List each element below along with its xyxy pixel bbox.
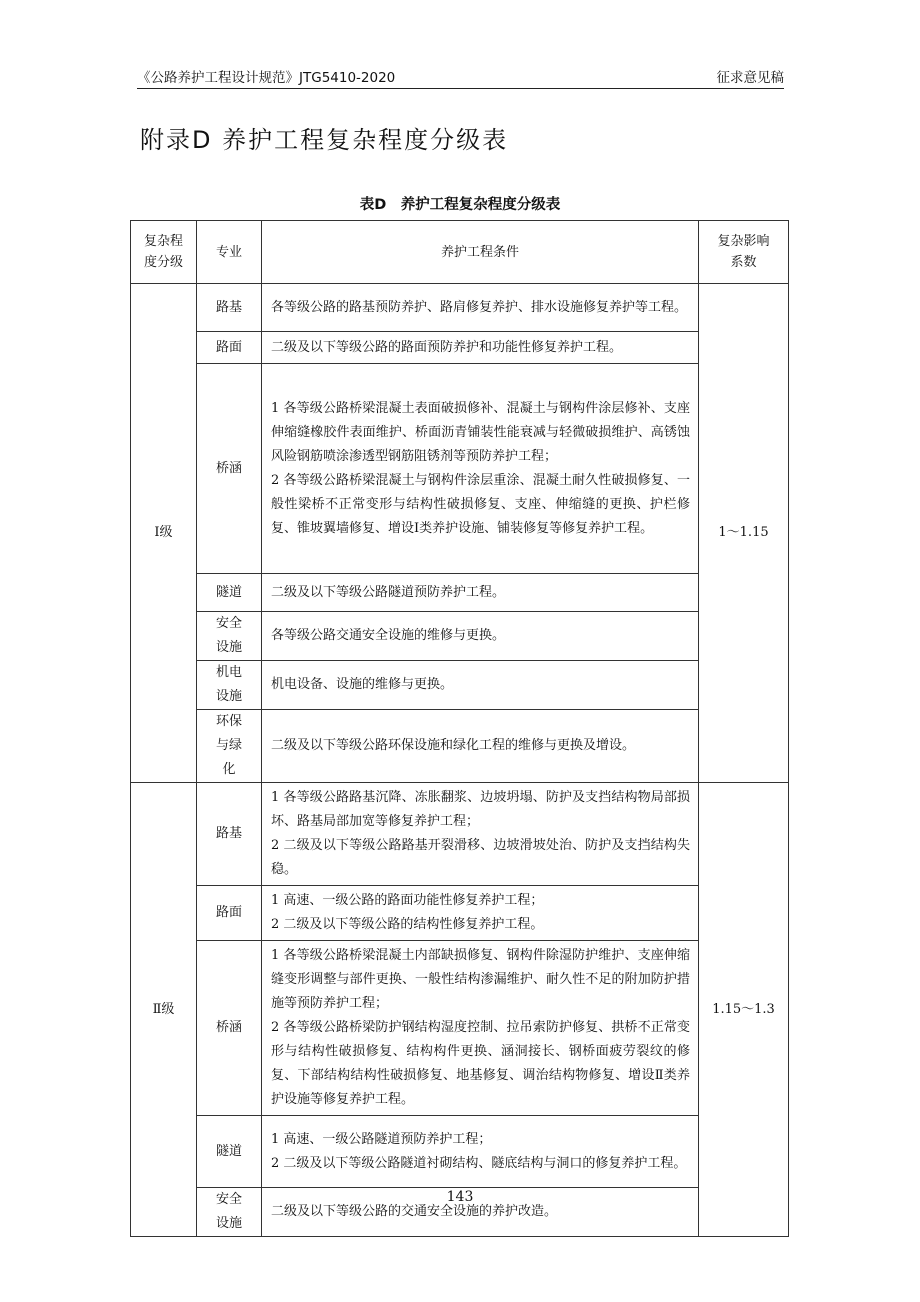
condition-text: 2 二级及以下等级公路的结构性修复养护工程。	[271, 917, 544, 932]
condition-cell	[262, 364, 699, 574]
document-title: 《公路养护工程设计规范》JTG5410-2020	[137, 70, 396, 86]
condition-cell	[262, 574, 699, 612]
table-row	[131, 284, 789, 332]
condition-cell	[262, 1116, 699, 1188]
condition-text: 2 二级及以下等级公路路基开裂滑移、边坡滑坡处治、防护及支挡结构失稳。	[271, 838, 690, 877]
profession-cell: 隧道	[197, 574, 262, 612]
condition-text: 机电设备、设施的维修与更换。	[271, 677, 454, 692]
table-row	[131, 612, 789, 661]
table-header-row	[131, 221, 789, 284]
profession-cell: 安全设施	[197, 1188, 262, 1237]
table-row	[131, 1116, 789, 1188]
condition-text: 2 各等级公路桥梁混凝土与钢构件涂层重涂、混凝土耐久性破损修复、一般性梁桥不正常变形与结构性破损修复、支座、伸缩缝的更换、护栏修复、锥坡翼墙修复、增设Ⅰ类养护设施、铺装修复等修复养护工程。	[271, 472, 690, 536]
complexity-table	[130, 220, 789, 1237]
table-row	[131, 710, 789, 783]
condition-cell	[262, 284, 699, 332]
header-grade: 复杂程度分级	[131, 221, 197, 284]
condition-cell	[262, 612, 699, 661]
coefficient-cell: 1～1.15	[699, 284, 789, 783]
header-conditions: 养护工程条件	[262, 221, 699, 284]
grade-cell: Ⅰ级	[131, 284, 197, 783]
condition-text: 1 高速、一级公路的路面功能性修复养护工程；	[271, 893, 544, 908]
header-profession: 专业	[197, 221, 262, 284]
profession-cell: 路基	[197, 284, 262, 332]
table-row	[131, 661, 789, 710]
table-row	[131, 332, 789, 364]
profession-cell: 桥涵	[197, 364, 262, 574]
page-header	[137, 64, 784, 89]
condition-cell	[262, 886, 699, 941]
condition-cell	[262, 332, 699, 364]
table-row	[131, 941, 789, 1116]
grade-cell: Ⅱ级	[131, 783, 197, 1237]
page-number: 143	[446, 1189, 474, 1205]
profession-cell: 机电设施	[197, 661, 262, 710]
condition-text: 二级及以下等级公路的路面预防养护和功能性修复养护工程。	[271, 339, 623, 355]
condition-cell	[262, 661, 699, 710]
condition-text: 二级及以下等级公路的交通安全设施的养护改造。	[271, 1204, 558, 1219]
table-row	[131, 783, 789, 886]
draft-status: 征求意见稿	[716, 70, 784, 86]
condition-cell	[262, 783, 699, 886]
table-row	[131, 574, 789, 612]
table-caption: 表D 养护工程复杂程度分级表	[359, 197, 561, 213]
condition-text: 1 各等级公路桥梁混凝土表面破损修补、混凝土与钢构件涂层修补、支座伸缩缝橡胶件表面维护、桥面沥青铺装性能衰减与轻微破损维护、高锈蚀风险钢筋喷涂渗透型钢筋阻锈剂等预防养护工程；	[271, 400, 690, 464]
table-row	[131, 886, 789, 941]
coefficient-cell: 1.15～1.3	[699, 783, 789, 1237]
condition-text: 各等级公路交通安全设施的维修与更换。	[271, 628, 506, 643]
condition-text: 2 二级及以下等级公路隧道衬砌结构、隧底结构与洞口的修复养护工程。	[271, 1155, 687, 1171]
condition-text: 二级及以下等级公路环保设施和绿化工程的维修与更换及增设。	[271, 738, 636, 753]
profession-cell: 桥涵	[197, 941, 262, 1116]
condition-text: 二级及以下等级公路隧道预防养护工程。	[271, 584, 506, 600]
appendix-title: 附录D 养护工程复杂程度分级表	[140, 126, 509, 154]
table-row	[131, 364, 789, 574]
profession-cell: 路面	[197, 332, 262, 364]
profession-cell: 环保与绿化	[197, 710, 262, 783]
condition-cell	[262, 710, 699, 783]
condition-text: 1 高速、一级公路隧道预防养护工程；	[271, 1131, 492, 1147]
condition-text: 1 各等级公路桥梁混凝土内部缺损修复、钢构件除湿防护维护、支座伸缩缝变形调整与部件更换、一般性结构渗漏维护、耐久性不足的附加防护措施等预防养护工程；	[271, 948, 690, 1011]
profession-cell: 安全设施	[197, 612, 262, 661]
profession-cell: 隧道	[197, 1116, 262, 1188]
condition-text: 1 各等级公路路基沉降、冻胀翻浆、边坡坍塌、防护及支挡结构物局部损坏、路基局部加宽等修复养护工程；	[271, 790, 690, 829]
condition-cell	[262, 941, 699, 1116]
header-coefficient: 复杂影响系数	[699, 221, 789, 284]
condition-text: 2 各等级公路桥梁防护钢结构湿度控制、拉吊索防护修复、拱桥不正常变形与结构性破损修复、结构构件更换、涵洞接长、钢桥面疲劳裂纹的修复、下部结构结构性破损修复、地基修复、调治结构物修复、增设Ⅱ类养护设施等修复养护工程。	[271, 1020, 690, 1107]
condition-text: 各等级公路的路基预防养护、路肩修复养护、排水设施修复养护等工程。	[271, 299, 688, 315]
profession-cell: 路面	[197, 886, 262, 941]
profession-cell: 路基	[197, 783, 262, 886]
